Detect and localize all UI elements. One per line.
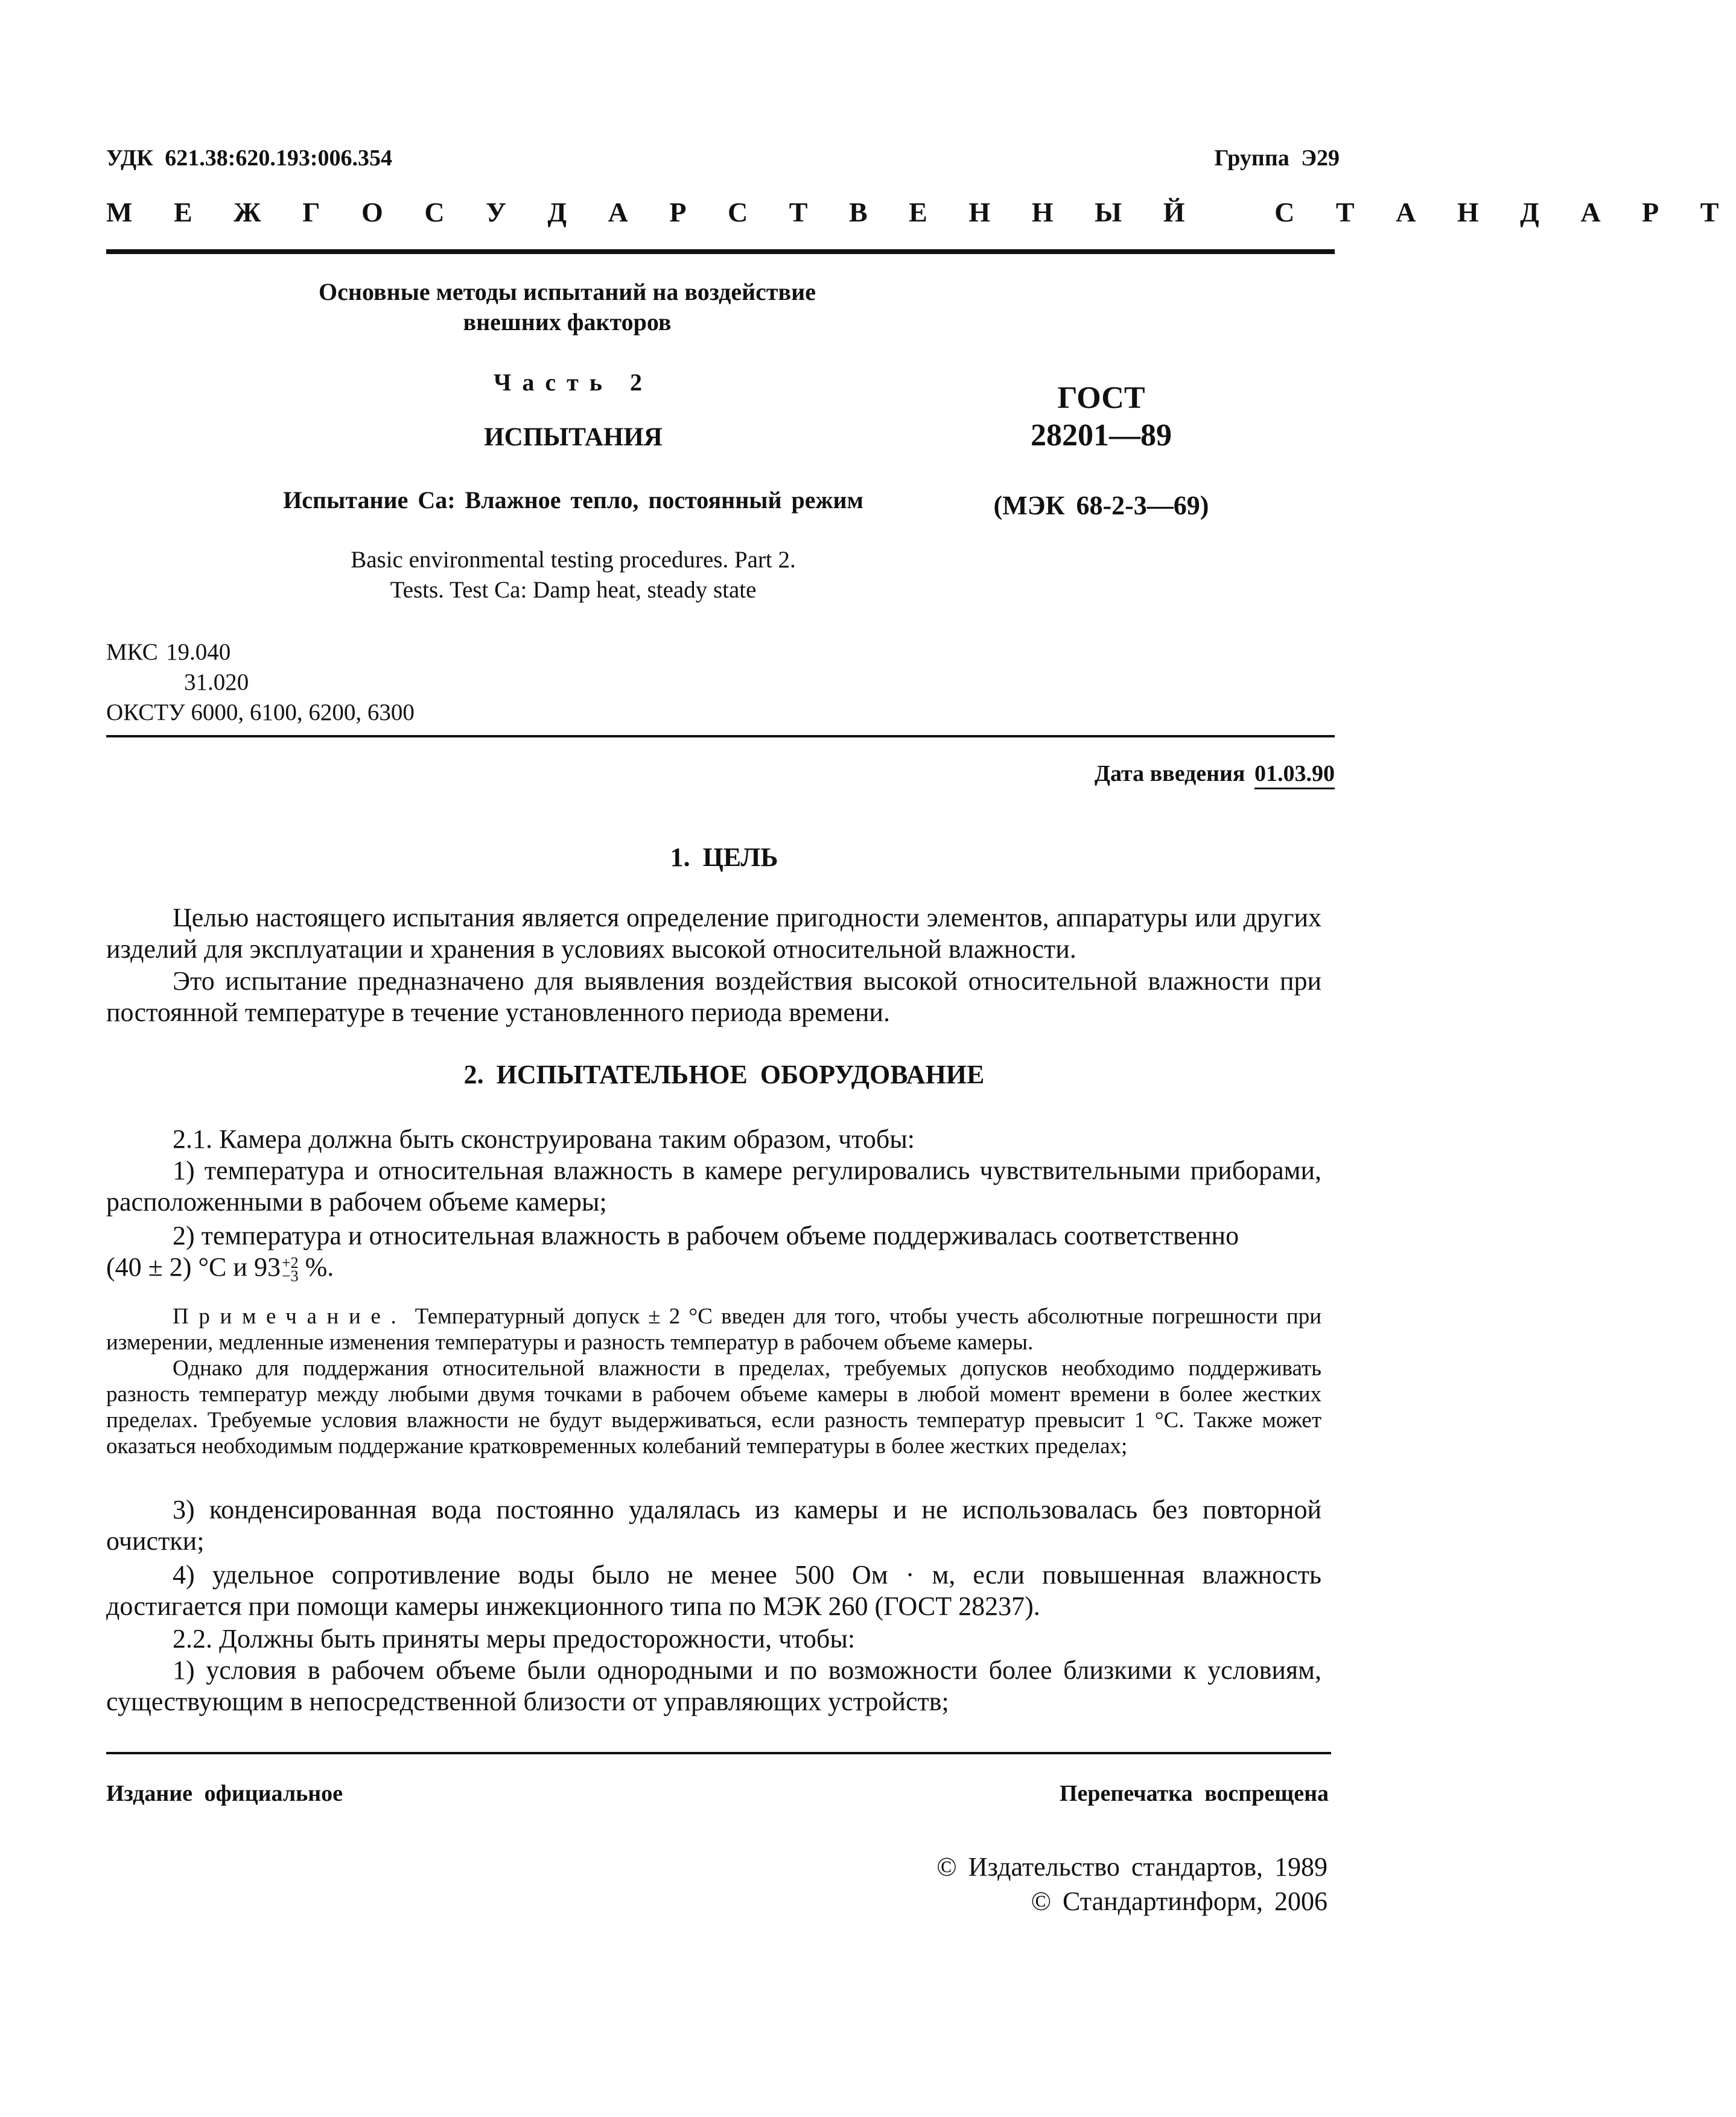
- english-title-line1: Basic environmental testing procedures. Part 2.: [351, 547, 796, 573]
- clause-2-2: 2.2. Должны быть приняты меры предосторожности, чтобы:: [173, 1624, 856, 1654]
- udk-code: УДК 621.38:620.193:006.354: [106, 145, 393, 171]
- date-value: 01.03.90: [1254, 761, 1335, 789]
- classification-rule: [106, 735, 1335, 737]
- footer-rule: [106, 1752, 1331, 1754]
- gost-label: ГОСТ: [1057, 381, 1145, 415]
- mks-label: МКС: [106, 639, 158, 665]
- gost-number: 28201—89: [1031, 418, 1172, 453]
- clause-2-1-item2-values: [106, 1252, 334, 1283]
- section1-heading: 1. ЦЕЛЬ: [670, 842, 778, 872]
- copyright-1: © Издательство стандартов, 1989: [936, 1852, 1327, 1882]
- humidity-tolerance: [281, 1253, 299, 1285]
- clause-2-1: 2.1. Камера должна быть сконструирована таким образом, чтобы:: [173, 1124, 915, 1154]
- tests-heading: ИСПЫТАНИЯ: [484, 423, 663, 451]
- percent-sign: %.: [298, 1252, 334, 1282]
- clause-2-1-item1: 1) температура и относительная влажность в камере регулировались чувствительными приборами, расположенными в рабочем объеме камеры;: [106, 1156, 1321, 1217]
- standard-kind: М Е Ж Г О С У Д А Р С Т В Е Н Н Ы Й С Т А Н Д А Р Т: [106, 197, 1736, 228]
- section1-para1: Целью настоящего испытания является определение пригодности элементов, аппаратуры или других изделий для эксплуатации и хранения в условиях высокой относительной влажности.: [106, 903, 1321, 964]
- note-para2: Однако для поддержания относительной влажности в пределах, требуемых допусков необходимо поддерживать разность температур между любыми двумя точками в рабочем объеме камеры в любой момент времени в более жестких пределах. Требуемые условия влажности не будут выдерживаться, если разность температур превысит 1 °С. Также может оказаться необходимым поддержание кратковременных колебаний температуры в более жестких пределах;: [106, 1356, 1321, 1459]
- section2-heading: 2. ИСПЫТАТЕЛЬНОЕ ОБОРУДОВАНИЕ: [463, 1060, 985, 1089]
- humidity-tolerance-plus: +2: [281, 1253, 299, 1272]
- introduction-date: [1095, 760, 1335, 787]
- note-label: Примечание.: [173, 1304, 407, 1329]
- part-label: Часть 2: [494, 369, 653, 396]
- note: [106, 1304, 1321, 1355]
- note-text: Температурный допуск ± 2 °С введен для того, чтобы учесть абсолютные погрешности при измерении, медленные изменения температуры и разность температур в рабочем объеме камеры.: [106, 1304, 1321, 1355]
- clause-2-1-item4: 4) удельное сопротивление воды было не менее 500 Ом · м, если повышенная влажность достигается при помощи камеры инжекционного типа по МЭК 260 (ГОСТ 28237).: [106, 1560, 1321, 1621]
- mks-code-1: 19.040: [166, 639, 231, 665]
- copyright-2: © Стандартинформ, 2006: [1031, 1886, 1327, 1916]
- official-edition: Издание официальное: [106, 1781, 343, 1806]
- clause-2-2-item1: 1) условия в рабочем объеме были однородными и по возможности более близкими к условиям, существующим в непосредственной близости от управляющих устройств;: [106, 1655, 1321, 1716]
- iec-reference: (МЭК 68-2-3—69): [993, 491, 1209, 520]
- section1-para2: Это испытание предназначено для выявления воздействия высокой относительной влажности при постоянной температуре в течение установленного периода времени.: [106, 966, 1321, 1027]
- group-code: Группа Э29: [1214, 145, 1340, 171]
- clause-2-1-item3: 3) конденсированная вода постоянно удалялась из камеры и не использовалась без повторной очистки;: [106, 1495, 1321, 1556]
- header-rule: [106, 249, 1335, 254]
- test-name: Испытание Са: Влажное тепло, постоянный режим: [283, 486, 863, 514]
- mks-code-2: 31.020: [184, 669, 249, 695]
- humidity-tolerance-minus: −3: [281, 1267, 299, 1285]
- english-title-line2: Tests. Test Ca: Damp heat, steady state: [390, 577, 757, 603]
- title-line2: внешних факторов: [463, 308, 672, 336]
- clause-2-1-item2: 2) температура и относительная влажность в рабочем объеме поддерживалась соответственно: [173, 1221, 1239, 1250]
- okstu-codes: ОКСТУ 6000, 6100, 6200, 6300: [106, 699, 415, 725]
- temperature-humidity-value: (40 ± 2) °С и 93: [106, 1252, 281, 1282]
- reprint-prohibited: Перепечатка воспрещена: [1059, 1781, 1329, 1806]
- title-line1: Основные методы испытаний на воздействие: [319, 278, 816, 305]
- date-label: Дата введения: [1094, 761, 1245, 786]
